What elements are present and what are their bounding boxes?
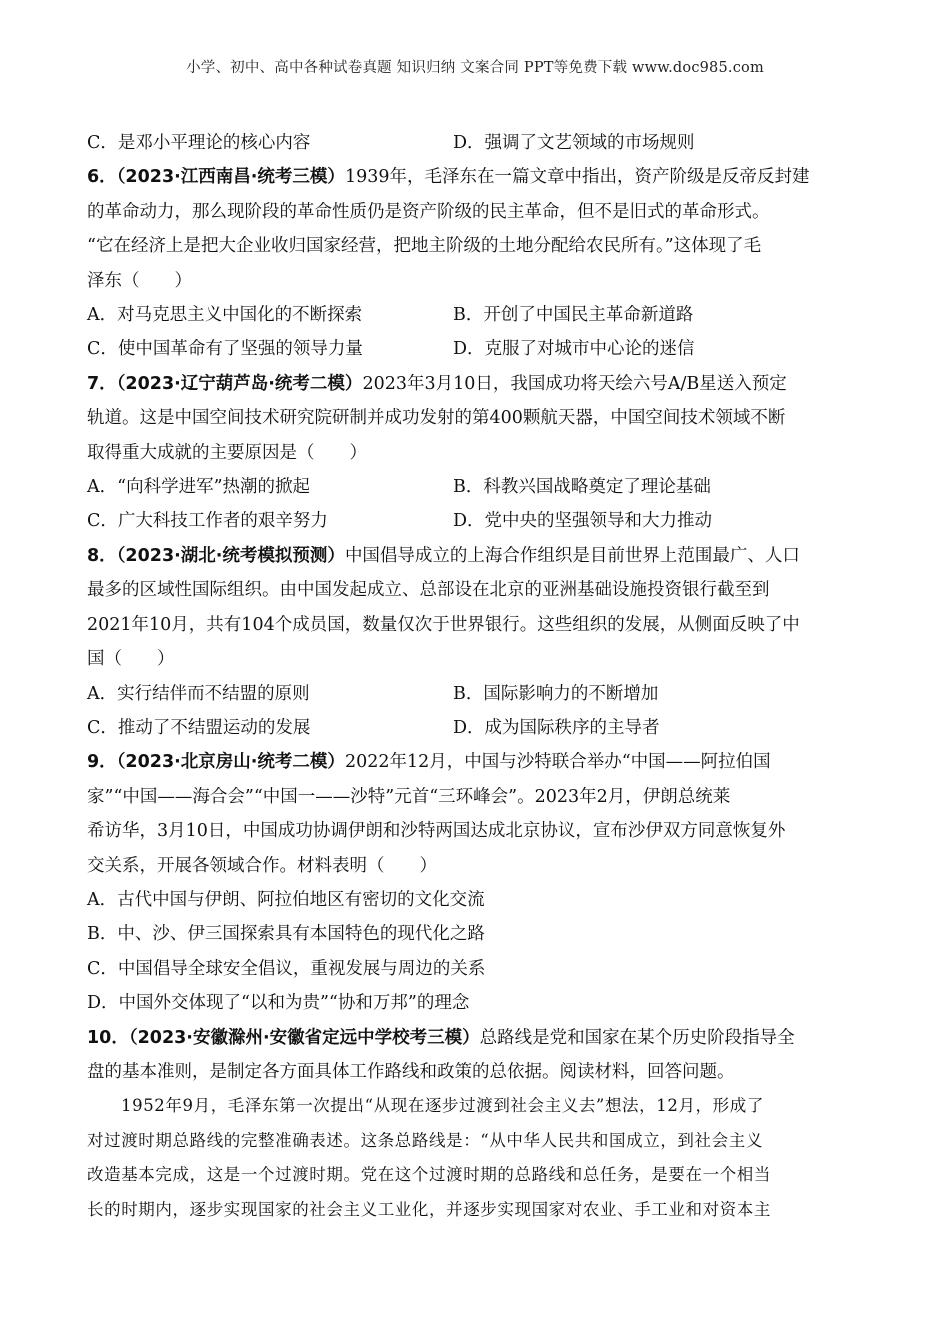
q7-option-a[interactable]: A．“向科学进军”热潮的掀起 (87, 477, 311, 498)
q10-stem-text-1: 总路线是党和国家在某个历史阶段指导全 (479, 1027, 795, 1048)
q10-stem-line-1 (87, 1021, 867, 1055)
q6-options-row-2 (87, 332, 867, 366)
q10-material-line-3: 改造基本完成，这是一个过渡时期。党在这个过渡时期的总路线和总任务，是要在一个相当 (87, 1165, 771, 1185)
q9-option-a[interactable]: A．古代中国与伊朗、阿拉伯地区有密切的文化交流 (87, 889, 485, 910)
q7-option-d[interactable]: D．党中央的坚强领导和大力推动 (453, 511, 713, 532)
q9-stem-line-1 (87, 745, 867, 779)
q9-stem-line-2: 家”“中国——海合会”“中国一——沙特”元首“三环峰会”。2023年2月，伊朗总统莱 (87, 786, 731, 807)
q5-option-c[interactable]: C．是邓小平理论的核心内容 (87, 133, 311, 153)
q7-stem-line-1 (87, 367, 867, 401)
q9-stem-line-4: 交关系，开展各领域合作。材料表明（ ） (87, 855, 437, 876)
q9-stem-line-3: 希访华，3月10日，中国成功协调伊朗和沙特两国达成北京协议，宣布沙伊双方同意恢复外 (87, 821, 786, 842)
q8-options-row-1 (87, 677, 867, 711)
q8-option-c[interactable]: C．推动了不结盟运动的发展 (87, 717, 311, 738)
q6-stem-line-3: “它在经济上是把大企业收归国家经营，把地主阶级的土地分配给农民所有。”这体现了毛 (87, 236, 762, 257)
q8-stem-text-1: 中国倡导成立的上海合作组织是目前世界上范围最广、人口 (344, 545, 800, 566)
q9-stem-text-1: 2022年12月，中国与沙特联合举办“中国——阿拉伯国 (344, 752, 771, 773)
q6-stem-line-1 (87, 160, 867, 194)
q9-label: 9．（2023·北京房山·统考二模） (87, 752, 345, 773)
q10-material-line-4: 长的时期内，逐步实现国家的社会主义工业化，并逐步实现国家对农业、手工业和对资本主 (87, 1199, 771, 1219)
q7-stem-text-1: 2023年3月10日，我国成功将天绘六号A/B星送入预定 (362, 373, 787, 394)
q6-option-a[interactable]: A．对马克思主义中国化的不断探索 (87, 305, 363, 326)
q6-option-c[interactable]: C．使中国革命有了坚强的领导力量 (87, 339, 363, 360)
q5-options-row (87, 126, 867, 160)
q6-option-b[interactable]: B．开创了中国民主革命新道路 (453, 305, 694, 326)
q7-option-c[interactable]: C．广大科技工作者的艰辛努力 (87, 511, 328, 532)
q8-stem-line-2: 最多的区域性国际组织。由中国发起成立、总部设在北京的亚洲基础设施投资银行截至到 (87, 580, 770, 601)
q6-stem-line-2: 的革命动力，那么现阶段的革命性质仍是资产阶级的民主革命，但不是旧式的革命形式。 (87, 201, 770, 222)
q8-options-row-2 (87, 711, 867, 745)
q7-label: 7．（2023·辽宁葫芦岛·统考二模） (87, 373, 363, 394)
q7-options-row-1 (87, 470, 867, 504)
q8-stem-line-1 (87, 539, 867, 573)
q8-option-a[interactable]: A．实行结伴而不结盟的原则 (87, 683, 310, 704)
question-content (87, 126, 867, 1227)
q8-label: 8．（2023·湖北·统考模拟预测） (87, 545, 345, 566)
q6-label: 6．（2023·江西南昌·统考三模） (87, 167, 345, 188)
q10-stem-line-2: 盘的基本准则，是制定各方面具体工作路线和政策的总依据。阅读材料，回答问题。 (87, 1061, 735, 1082)
q9-option-d[interactable]: D．中国外交体现了“以和为贵”“协和万邦”的理念 (87, 993, 470, 1014)
q10-label: 10．（2023·安徽滁州·安徽省定远中学校考三模） (87, 1027, 480, 1048)
q8-stem-line-3: 2021年10月，共有104个成员国，数量仅次于世界银行。这些组织的发展，从侧面反映了中 (87, 614, 800, 635)
q6-stem-line-4: 泽东（ ） (87, 270, 192, 291)
q7-options-row-2 (87, 504, 867, 538)
q9-option-b[interactable]: B．中、沙、伊三国探索具有本国特色的现代化之路 (87, 924, 485, 945)
q6-stem-text-1: 1939年，毛泽东在一篇文章中指出，资产阶级是反帝反封建 (344, 167, 810, 188)
q5-option-d[interactable]: D．强调了文艺领域的市场规则 (453, 133, 695, 153)
q8-option-b[interactable]: B．国际影响力的不断增加 (453, 683, 659, 704)
q9-option-c[interactable]: C．中国倡导全球安全倡议，重视发展与周边的关系 (87, 958, 486, 979)
q10-material-line-1: 1952年9月，毛泽东第一次提出“从现在逐步过渡到社会主义去”想法，12月，形成了 (121, 1096, 764, 1116)
q7-stem-line-3: 取得重大成就的主要原因是（ ） (87, 442, 367, 463)
page-header: 小学、初中、高中各种试卷真题 知识归纳 文案合同 PPT等免费下载 www.doc985.com (186, 60, 764, 76)
q7-option-b[interactable]: B．科教兴国战略奠定了理论基础 (453, 477, 711, 498)
q10-material-line-2: 对过渡时期总路线的完整准确表述。这条总路线是：“从中华人民共和国成立，到社会主义 (87, 1130, 763, 1150)
q7-stem-line-2: 轨道。这是中国空间技术研究院研制并成功发射的第400颗航天器，中国空间技术领域不断 (87, 408, 786, 429)
q6-option-d[interactable]: D．克服了对城市中心论的迷信 (453, 339, 695, 360)
q8-option-d[interactable]: D．成为国际秩序的主导者 (453, 717, 660, 738)
q6-options-row-1 (87, 298, 867, 332)
q8-stem-line-4: 国（ ） (87, 649, 175, 670)
